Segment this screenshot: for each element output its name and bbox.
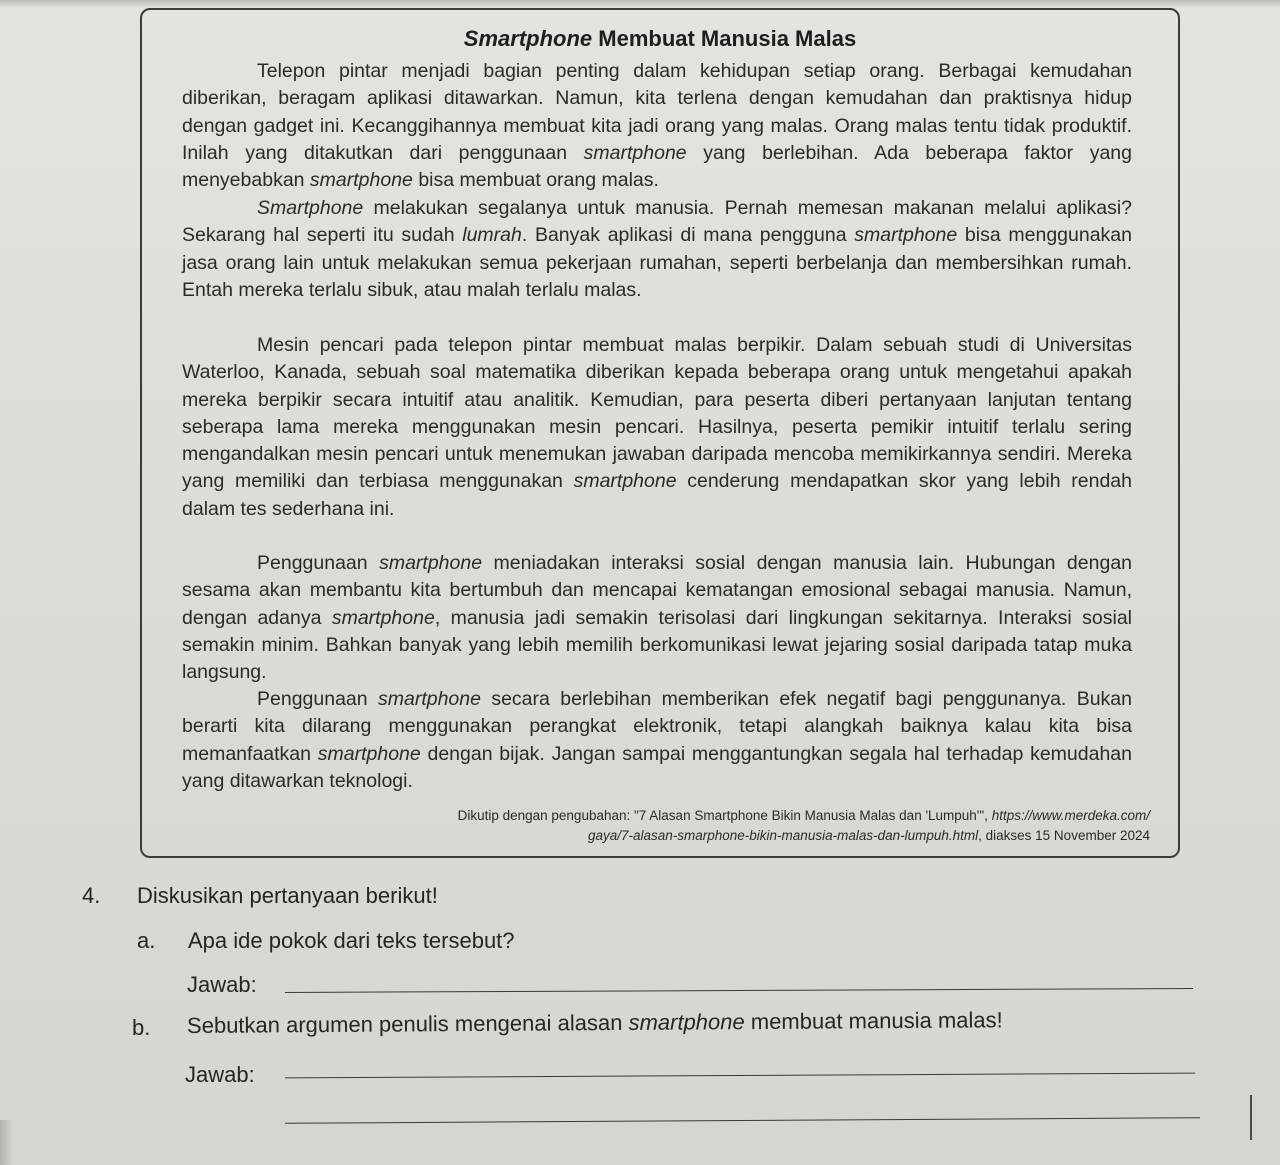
source-url-2: gaya/7-alasan-smarphone-bikin-manusia-malas-dan-lumpuh.html: [587, 828, 979, 843]
question-b-text-b: membuat manusia malas!: [744, 1007, 1003, 1035]
title-italic: Smartphone: [463, 26, 593, 51]
p2-italic-b: lumrah: [462, 224, 522, 247]
question-a-letter: a.: [137, 928, 156, 953]
page-corner-shadow: [0, 1120, 14, 1165]
source-line-1: [320, 806, 1150, 826]
p5-text-c: dengan bijak. Jangan sampai menggantungkan segala hal terhadap kemudahan yang ditawarkan teknologi.: [182, 742, 1132, 792]
source-accessed: , diakses 15 November 2024: [978, 828, 1150, 843]
p5-italic-b: smartphone: [317, 742, 421, 765]
p2-italic-a: Smartphone: [257, 197, 364, 219]
question-number: 4.: [82, 883, 101, 908]
question-b-answer-label: Jawab:: [185, 1062, 255, 1087]
question-a-answer-label: Jawab:: [187, 972, 257, 997]
question-b-italic: smartphone: [628, 1009, 745, 1035]
p1-text-b: yang berlebihan. Ada beberapa faktor yang menyebabkan: [182, 141, 1132, 192]
p4-italic-b: smartphone: [331, 606, 435, 629]
p4-text-c: , manusia jadi semakin terisolasi dari lingkungan sekitarnya. Interaksi sosial semakin minim. Bahkan banyak yang lebih memilih berkomunikasi lewat jejaring sosial daripada tatap muka langsung.: [182, 606, 1132, 684]
question-b-text-a: Sebutkan argumen penulis mengenai alasan: [186, 1009, 629, 1038]
question-b-text: [187, 1007, 1003, 1039]
paragraph-2: [182, 195, 1132, 304]
answer-line-b1[interactable]: [285, 1073, 1195, 1079]
title-rest: Membuat Manusia Malas: [592, 26, 857, 51]
p1-text-c: bisa membuat orang malas.: [412, 169, 659, 192]
question-b-letter: b.: [132, 1015, 151, 1040]
paragraph-1: [182, 58, 1132, 194]
p5-text-b: secara berlebihan memberikan efek negatif bagi penggunanya. Bukan berarti kita dilarang menggunakan perangkat elektronik, tetapi alangkah baiknya kalau kita bisa memanfaatkan: [182, 688, 1132, 765]
p5-text-a: Penggunaan: [257, 688, 378, 710]
paragraph-4: [182, 550, 1132, 686]
question-heading: Diskusikan pertanyaan berikut!: [137, 883, 438, 908]
p3-italic-a: smartphone: [573, 470, 677, 493]
p1-italic-b: smartphone: [309, 169, 413, 192]
p2-text-c: bisa menggunakan jasa orang lain untuk melakukan semua pekerjaan rumahan, seperti berbelanja dan membersihkan rumah. Entah mereka terlalu sibuk, atau malah terlalu malas.: [182, 224, 1132, 301]
question-a-text: Apa ide pokok dari teks tersebut?: [188, 928, 515, 953]
source-citation: [320, 806, 1150, 846]
article-title: [140, 26, 1180, 52]
paragraph-5: [182, 686, 1132, 795]
p4-italic-a: smartphone: [379, 552, 483, 574]
p5-italic-a: smartphone: [377, 688, 481, 710]
page-edge-mark: [1250, 1095, 1252, 1140]
p3-text-a: Mesin pencari pada telepon pintar membuat malas berpikir. Dalam sebuah studi di Universitas Waterloo, Kanada, sebuah soal matematika diberikan kepada beberapa orang untuk mengetahui apakah mereka berpikir secara intuitif atau analitik. Kemudian, para peserta diberi pertanyaan lanjutan tentang seberapa lama mereka menggunakan mesin pencari. Hasilnya, peserta pemikir intuitif terlalu sering mengandalkan mesin pencari untuk menemukan jawaban daripada mencoba memikirkannya sendiri. Mereka yang memiliki dan terbiasa menggunakan: [182, 334, 1132, 493]
answer-line-b2[interactable]: [285, 1117, 1200, 1124]
p3-text-b: cenderung mendapatkan skor yang lebih rendah dalam tes sederhana ini.: [182, 470, 1132, 520]
p2-text-b: . Banyak aplikasi di mana pengguna: [521, 224, 855, 247]
p1-text-a: Telepon pintar menjadi bagian penting dalam kehidupan setiap orang. Berbagai kemudahan diberikan, beragam aplikasi ditawarkan. Namun, kita terlena dengan kemudahan dan praktisnya hidup dengan gadget ini. Kecanggihannya membuat kita jadi orang yang malas. Orang malas tentu tidak produktif. Inilah yang ditakutkan dari penggunaan: [182, 60, 1132, 164]
answer-line-a[interactable]: [285, 988, 1193, 993]
source-url-1: https://www.merdeka.com/: [991, 808, 1150, 823]
source-line-2: [320, 826, 1150, 846]
p1-italic-a: smartphone: [583, 141, 687, 164]
p4-text-a: Penggunaan: [257, 552, 380, 574]
p2-text-a: melakukan segalanya untuk manusia. Pernah memesan makanan melalui aplikasi? Sekarang hal seperti itu sudah: [182, 197, 1132, 247]
p4-text-b: meniadakan interaksi sosial dengan manusia lain. Hubungan dengan sesama akan membantu kita bertumbuh dan mencapai kematangan emosional sebagai manusia. Namun, dengan adanya: [182, 552, 1133, 629]
source-text-1: Dikutip dengan pengubahan: "7 Alasan Smartphone Bikin Manusia Malas dan 'Lumpuh'",: [457, 808, 992, 823]
p2-italic-c: smartphone: [854, 224, 958, 247]
page-top-shadow: [0, 0, 1280, 8]
paragraph-3: [182, 332, 1132, 523]
